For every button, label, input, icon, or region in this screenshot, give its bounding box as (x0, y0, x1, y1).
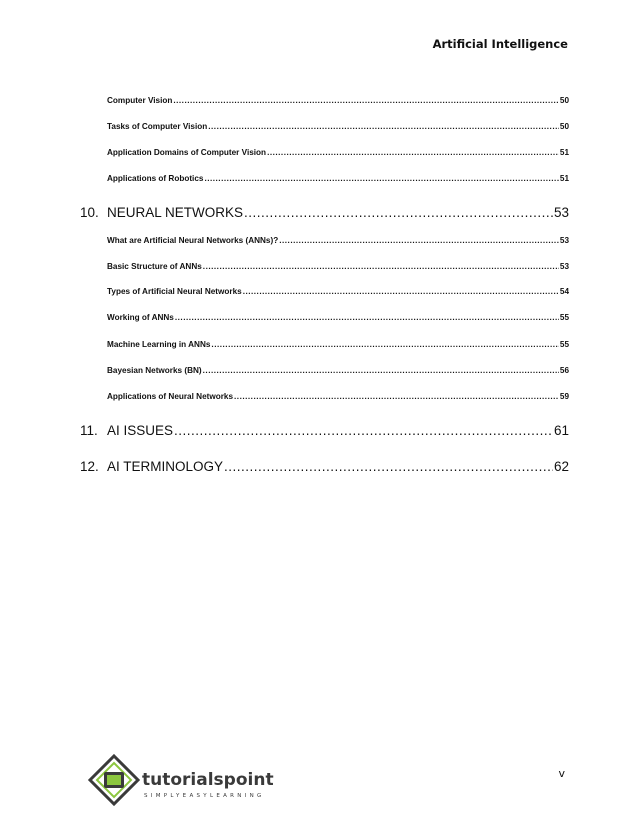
toc-chapter-number: 12. (80, 459, 99, 474)
toc-entry-label: Basic Structure of ANNs (107, 262, 202, 271)
page-number: v (558, 767, 565, 780)
toc-entry[interactable] (107, 313, 569, 322)
toc-entry-page: 59 (559, 392, 569, 401)
toc-entry[interactable] (107, 287, 569, 296)
toc-leader (204, 174, 558, 183)
toc-entry-label: Computer Vision (107, 96, 173, 105)
toc-leader (267, 148, 559, 157)
toc-entry-label: Tasks of Computer Vision (107, 122, 208, 131)
toc-leader (173, 96, 559, 105)
toc-chapter-label: NEURAL NETWORKS (107, 205, 244, 220)
toc-leader (244, 205, 553, 220)
toc-chapter-label: AI TERMINOLOGY (107, 459, 224, 474)
toc-entry[interactable] (107, 174, 569, 183)
toc-entry[interactable] (107, 122, 569, 131)
logo-text: tutorialspoint (142, 770, 274, 790)
toc-entry[interactable] (107, 148, 569, 157)
toc-leader (279, 236, 559, 245)
toc-entry[interactable] (107, 392, 569, 401)
toc-chapter-label: AI ISSUES (107, 423, 174, 438)
toc-chapter-number: 10. (80, 205, 99, 220)
tutorialspoint-logo-icon (84, 752, 284, 812)
toc-entry-page: 50 (559, 96, 569, 105)
toc-entry[interactable] (107, 340, 569, 349)
toc-leader (174, 423, 553, 438)
toc-leader (203, 366, 559, 375)
toc-entry-page: 53 (559, 262, 569, 271)
toc-leader (243, 287, 559, 296)
toc-entry-page: 51 (559, 174, 569, 183)
toc-leader (234, 392, 559, 401)
toc-entry[interactable] (107, 236, 569, 245)
toc-leader (208, 122, 559, 131)
toc-entry-page: 54 (559, 287, 569, 296)
toc-entry-page: 56 (559, 366, 569, 375)
toc-entry[interactable] (107, 96, 569, 105)
toc-entry-page: 53 (553, 205, 569, 220)
toc-entry-page: 53 (559, 236, 569, 245)
toc-entry-label: Applications of Robotics (107, 174, 204, 183)
toc-entry-label: Types of Artificial Neural Networks (107, 287, 242, 296)
toc-entry-label: Machine Learning in ANNs (107, 340, 211, 349)
page-header-title: Artificial Intelligence (432, 37, 568, 51)
toc-entry-page: 55 (559, 340, 569, 349)
toc-leader (175, 313, 559, 322)
toc-leader (203, 262, 559, 271)
toc-entry-label: Application Domains of Computer Vision (107, 148, 267, 157)
logo-tagline: SIMPLYEASYLEARNING (144, 793, 265, 799)
toc-entry-page: 55 (559, 313, 569, 322)
toc-chapter-entry[interactable] (80, 459, 569, 474)
toc-leader (224, 459, 553, 474)
toc-entry-label: Bayesian Networks (BN) (107, 366, 202, 375)
toc-chapter-entry[interactable] (80, 423, 569, 438)
tutorialspoint-logo (84, 752, 284, 812)
toc-chapter-entry[interactable] (80, 205, 569, 220)
toc-entry-page: 51 (559, 148, 569, 157)
toc-chapter-number: 11. (80, 423, 98, 438)
toc-entry[interactable] (107, 366, 569, 375)
toc-entry-page: 50 (559, 122, 569, 131)
toc-entry[interactable] (107, 262, 569, 271)
toc-entry-label: Working of ANNs (107, 313, 174, 322)
toc-entry-page: 62 (553, 459, 569, 474)
toc-entry-label: Applications of Neural Networks (107, 392, 234, 401)
toc-leader (211, 340, 558, 349)
toc-entry-page: 61 (553, 423, 569, 438)
toc-entry-label: What are Artificial Neural Networks (ANNs)? (107, 236, 279, 245)
